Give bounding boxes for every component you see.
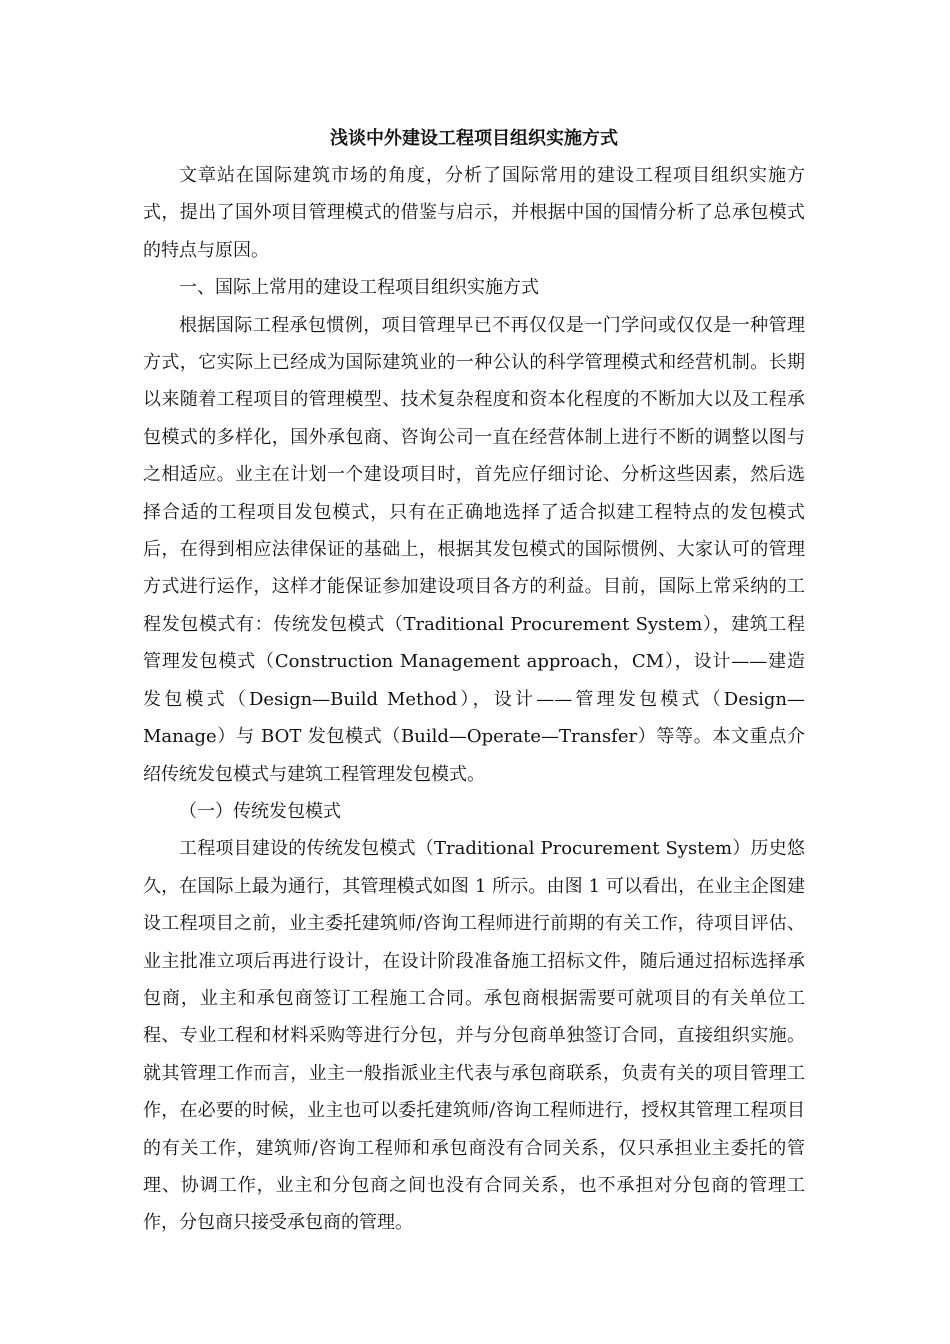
section-1-paragraph: 根据国际工程承包惯例，项目管理早已不再仅仅是一门学问或仅仅是一种管理方式，它实际上已经成为国际建筑业的一种公认的科学管理模式和经营机制。长期以来随着工程项目的管理模型、技术复杂程度和资本化程度的不断加大以及工程承包模式的多样化，国外承包商、咨询公司一直在经营体制上进行不断的调整以图与之相适应。业主在计划一个建设项目时，首先应仔细讨论、分析这些因素，然后选择合适的工程项目发包模式，只有在正确地选择了适合拟建工程特点的发包模式后，在得到相应法律保证的基础上，根据其发包模式的国际惯例、大家认可的管理方式进行运作，这样才能保证参加建设项目各方的利益。目前，国际上常采纳的工程发包模式有：传统发包模式（Traditional Procurement System），建筑工程管理发包模式（Construction Management approach，CM），设计——建造发包模式（Design—Build Method），设计——管理发包模式（Design—Manage）与 BOT 发包模式（Build—Operate—Transfer）等等。本文重点介绍传统发包模式与建筑工程管理发包模式。 — [143, 314, 805, 785]
subsection-1-paragraph: 工程项目建设的传统发包模式（Traditional Procurement System）历史悠久，在国际上最为通行，其管理模式如图 1 所示。由图 1 可以看出，在业主企图建设工程项目之前，业主委托建筑师/咨询工程师进行前期的有关工作，待项目评估、业主批准立项后再进行设计，在设计阶段准备施工招标文件，随后通过招标选择承包商，业主和承包商签订工程施工合同。承包商根据需要可就项目的有关单位工程、专业工程和材料采购等进行分包，并与分包商单独签订合同，直接组织实施。就其管理工作而言，业主一般指派业主代表与承包商联系，负责有关的项目管理工作，在必要的时候，业主也可以委托建筑师/咨询工程师进行，授权其管理工程项目的有关工作，建筑师/咨询工程师和承包商没有合同关系，仅只承担业主委托的管理、协调工作，业主和分包商之间也没有合同关系，也不承担对分包商的管理工作，分包商只接受承包商的管理。 — [143, 838, 805, 1234]
document-title: 浅谈中外建设工程项目组织实施方式 — [330, 128, 618, 149]
subsection-heading-1: （一）传统发包模式 — [179, 800, 341, 822]
document-body — [143, 120, 805, 1242]
section-heading-1: 一、国际上常用的建设工程项目组织实施方式 — [179, 277, 539, 299]
abstract-paragraph: 文章站在国际建筑市场的角度，分析了国际常用的建设工程项目组织实施方式，提出了国外项目管理模式的借鉴与启示，并根据中国的国情分析了总承包模式的特点与原因。 — [143, 165, 805, 261]
